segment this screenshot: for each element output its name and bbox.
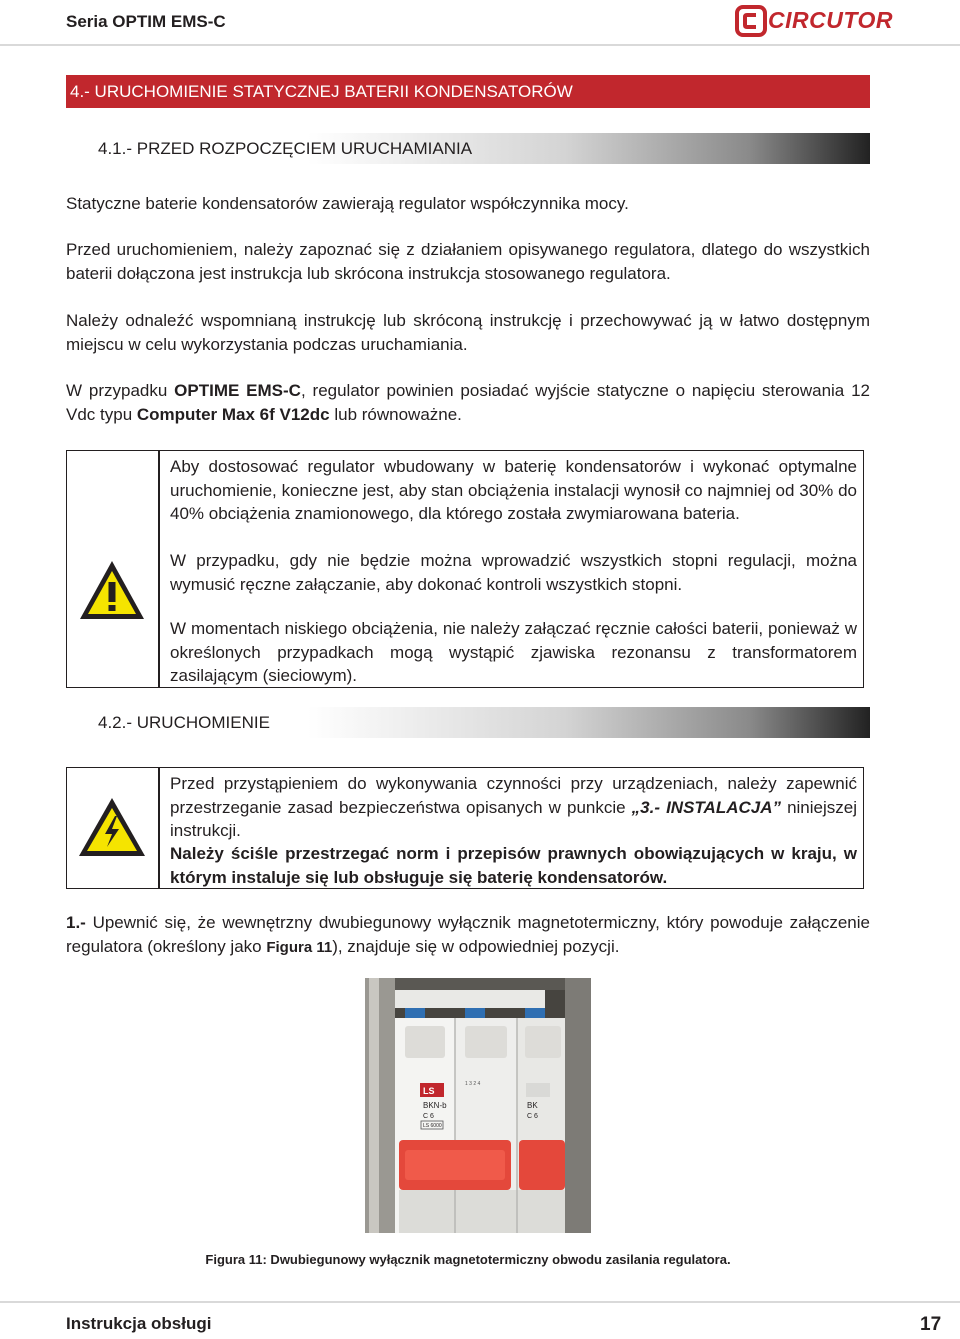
- danger-text-box: [158, 767, 864, 889]
- footer-divider: [0, 1301, 960, 1303]
- breaker-left-small: LS 6000: [423, 1123, 442, 1129]
- step-number: 1.-: [66, 913, 86, 932]
- high-voltage-icon: [77, 796, 147, 858]
- breaker-right-model: BK: [527, 1101, 538, 1110]
- paragraph-4: W przypadku OPTIME EMS-C, regulator powinien posiadać wyjście statyczne o napięciu sterowania 12 Vdc typu Computer Max 6f V12dc lub równoważne.: [66, 381, 870, 424]
- step-1: 1.- Upewnić się, że wewnętrzny dwubiegunowy wyłącznik magnetotermiczny, który powoduje załączenie regulatora (określony jako Figura 11), znajduje się w odpowiedniej pozycji.: [66, 913, 870, 956]
- series-title: Seria OPTIM EMS-C: [66, 12, 226, 31]
- paragraph-3: Należy odnaleźć wspomnianą instrukcję lub skróconą instrukcję i przechowywać ją w łatwo dostępnym miejscu w celu wykorzystania podczas uruchamiania.: [66, 311, 870, 354]
- circuit-breaker-illustration: [365, 978, 591, 1233]
- section-reference: „3.- INSTALACJA”: [631, 797, 781, 817]
- danger-text-2: Należy ściśle przestrzegać norm i przepisów prawnych obowiązujących w kraju, w którym instaluje się lub obsługuje się baterię kondensatorów.: [170, 844, 857, 887]
- warning-exclamation-icon: [77, 558, 147, 622]
- circutor-logo-text: CIRCUTOR: [768, 7, 893, 33]
- warning-text-box: [158, 450, 864, 688]
- warning-text-1: Aby dostosować regulator wbudowany w baterię kondensatorów i wykonać optymalne uruchomienie, konieczne jest, aby stan obciążenia instalacji wynosił co najmniej od 30% do 40% obciążenia znamionowego, dla którego została zwymiarowana bateria.: [170, 457, 857, 523]
- breaker-mid-small: 1 3 2 4: [465, 1081, 481, 1087]
- figure-reference: Figura 11: [266, 938, 333, 956]
- breaker-left-rating: C 6: [423, 1113, 434, 1120]
- header-divider: [0, 44, 960, 46]
- danger-text-1: Przed przystąpieniem do wykonywania czynności przy urządzeniach, należy zapewnić przestrzeganie zasad bezpieczeństwa opisanych w punkcie „3.- INSTALACJA” niniejszej instrukcji.: [170, 774, 857, 840]
- paragraph-2: Przed uruchomieniem, należy zapoznać się z działaniem opisywanego regulatora, dlatego do wszystkich baterii dołączona jest instrukcja lub skrócona instrukcja stosowanego regulatora.: [66, 240, 870, 283]
- breaker-left-model: BKN-b: [423, 1101, 447, 1110]
- breaker-left-brand: LS: [423, 1086, 435, 1096]
- subsection-title-4-1: 4.1.- PRZED ROZPOCZĘCIEM URUCHAMIANIA: [66, 133, 870, 164]
- circutor-logo: [734, 4, 914, 38]
- paragraph-1: Statyczne baterie kondensatorów zawierają regulator współczynnika mocy.: [66, 194, 629, 213]
- footer-doc-title: Instrukcja obsługi: [66, 1314, 212, 1333]
- warning-text-2: W przypadku, gdy nie będzie można wprowadzić wszystkich stopni regulacji, można wymusić ręczne załączanie, aby dokonać kontroli wszystkich stopni.: [170, 551, 857, 594]
- figure-11-photo: [365, 978, 591, 1233]
- danger-icon-box: [66, 767, 160, 889]
- breaker-toggle-right: [519, 1140, 565, 1190]
- warning-icon-box: [66, 450, 160, 688]
- section-title: 4.- URUCHOMIENIE STATYCZNEJ BATERII KONDENSATORÓW: [66, 75, 870, 108]
- circutor-logo-icon: [734, 4, 768, 38]
- subsection-title-4-2: 4.2.- URUCHOMIENIE: [66, 707, 870, 738]
- figure-caption: Figura 11: Dwubiegunowy wyłącznik magnetotermiczny obwodu zasilania regulatora.: [205, 1252, 731, 1267]
- breaker-right-rating: C 6: [527, 1113, 538, 1120]
- page-number: 17: [920, 1314, 942, 1335]
- product-name: OPTIME EMS-C: [174, 381, 301, 400]
- regulator-model: Computer Max 6f V12dc: [136, 404, 330, 424]
- warning-text-3: W momentach niskiego obciążenia, nie należy załączać ręcznie całości baterii, ponieważ w określonych przypadkach mogą wystąpić zjawiska rezonansu z transformatorem zasilającym (sieciowym).: [170, 619, 857, 685]
